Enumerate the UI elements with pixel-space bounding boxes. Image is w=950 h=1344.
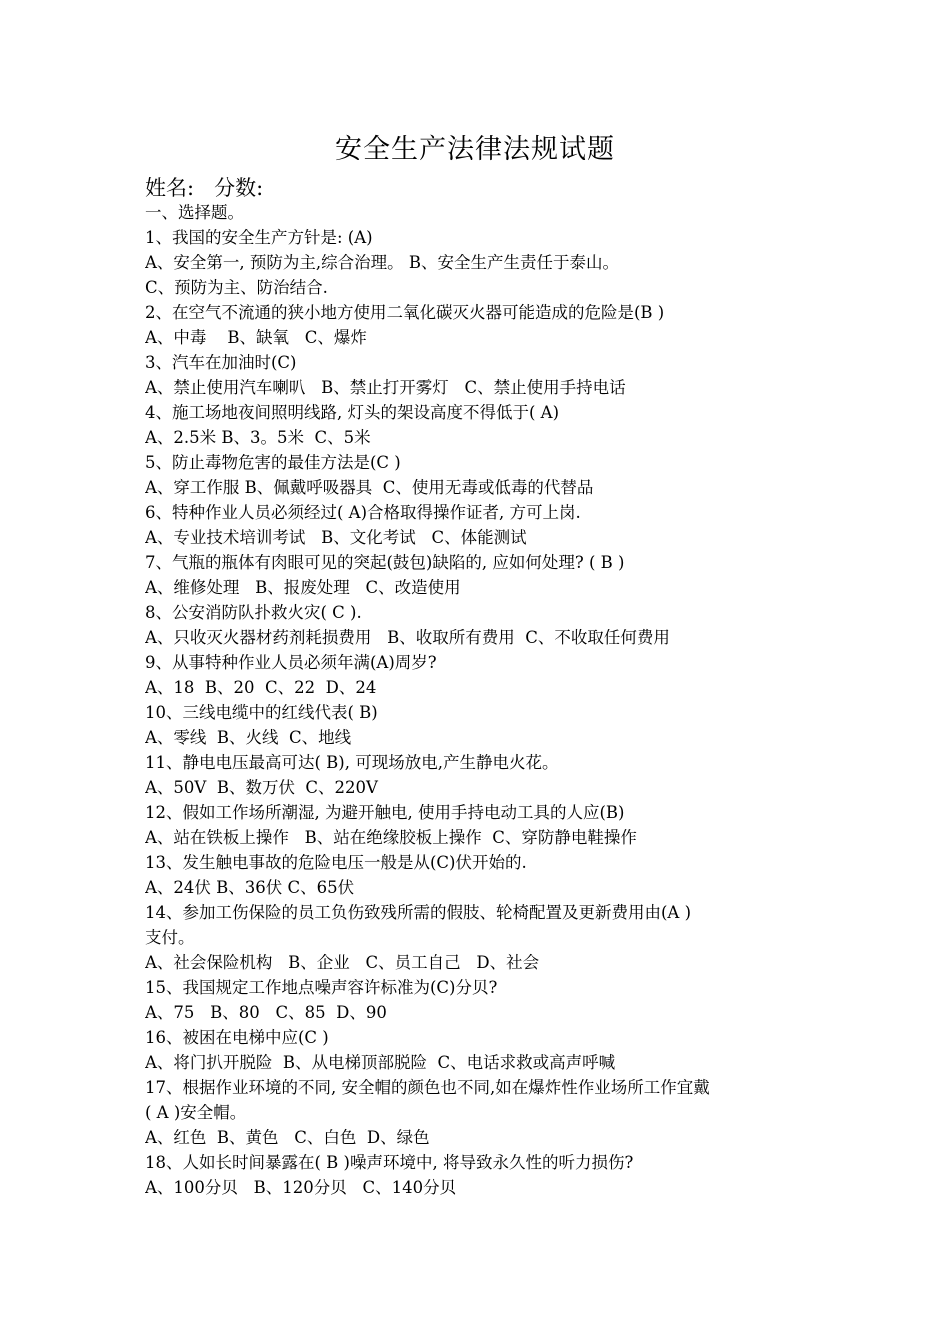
- name-score-line: 姓名: 分数:: [145, 176, 264, 200]
- text-line: 9、从事特种作业人员必须年满(A)周岁?: [145, 653, 437, 672]
- text-line: 5、防止毒物危害的最佳方法是(C ): [145, 453, 401, 472]
- text-line: A、50V B、数万伏 C、220V: [145, 778, 378, 797]
- text-line: 12、假如工作场所潮湿, 为避开触电, 使用手持电动工具的人应(B): [145, 803, 625, 822]
- document-title: 安全生产法律法规试题: [335, 134, 615, 165]
- text-line: 14、参加工伤保险的员工负伤致残所需的假肢、轮椅配置及更新费用由(A ): [145, 903, 692, 922]
- text-line: A、社会保险机构 B、企业 C、员工自己 D、社会: [145, 953, 540, 972]
- text-line: A、零线 B、火线 C、地线: [145, 728, 352, 747]
- text-line: A、将门扒开脱险 B、从电梯顶部脱险 C、电话求救或高声呼喊: [145, 1053, 616, 1072]
- question-list: [145, 200, 825, 1200]
- text-line: A、18 B、20 C、22 D、24: [145, 678, 377, 697]
- text-line: A、安全第一, 预防为主,综合治理。 B、安全生产生责任于泰山。: [145, 253, 620, 272]
- text-line: 11、静电电压最高可达( B), 可现场放电,产生静电火花。: [145, 753, 559, 772]
- text-line: A、75 B、80 C、85 D、90: [145, 1003, 387, 1022]
- text-line: 4、施工场地夜间照明线路, 灯头的架设高度不得低于( A): [145, 403, 560, 422]
- text-line: 13、发生触电事故的危险电压一般是从(C)伏开始的.: [145, 853, 527, 872]
- text-line: A、只收灭火器材药剂耗损费用 B、收取所有费用 C、不收取任何费用: [145, 628, 670, 647]
- text-line: A、穿工作服 B、佩戴呼吸器具 C、使用无毒或低毒的代替品: [145, 478, 594, 497]
- text-line: 1、我国的安全生产方针是: (A): [145, 228, 373, 247]
- text-line: 2、在空气不流通的狭小地方使用二氧化碳灭火器可能造成的危险是(B ): [145, 303, 665, 322]
- text-line: A、红色 B、黄色 C、白色 D、绿色: [145, 1128, 430, 1147]
- text-line: C、预防为主、防治结合.: [145, 278, 328, 297]
- text-line: A、专业技术培训考试 B、文化考试 C、体能测试: [145, 528, 527, 547]
- text-line: 8、公安消防队扑救火灾( C ).: [145, 603, 362, 622]
- text-line: A、维修处理 B、报废处理 C、改造使用: [145, 578, 461, 597]
- text-line: 支付。: [145, 928, 195, 947]
- text-line: 7、气瓶的瓶体有肉眼可见的突起(鼓包)缺陷的, 应如何处理? ( B ): [145, 553, 625, 572]
- text-line: 一、选择题。: [145, 203, 244, 222]
- text-line: 6、特种作业人员必须经过( A)合格取得操作证者, 方可上岗.: [145, 503, 581, 522]
- text-line: A、2.5米 B、3。5米 C、5米: [145, 428, 371, 447]
- text-line: 10、三线电缆中的红线代表( B): [145, 703, 378, 722]
- text-line: A、24伏 B、36伏 C、65伏: [145, 878, 355, 897]
- text-line: ( A )安全帽。: [145, 1103, 247, 1122]
- text-line: 3、汽车在加油时(C): [145, 353, 297, 372]
- text-line: A、中毒 B、缺氧 C、爆炸: [145, 328, 367, 347]
- text-line: A、站在铁板上操作 B、站在绝缘胶板上操作 C、穿防静电鞋操作: [145, 828, 637, 847]
- text-line: A、100分贝 B、120分贝 C、140分贝: [145, 1178, 457, 1197]
- text-line: 16、被困在电梯中应(C ): [145, 1028, 329, 1047]
- text-line: 17、根据作业环境的不同, 安全帽的颜色也不同,如在爆炸性作业场所工作宜戴: [145, 1078, 710, 1097]
- text-line: 15、我国规定工作地点噪声容许标准为(C)分贝?: [145, 978, 498, 997]
- text-line: A、禁止使用汽车喇叭 B、禁止打开雾灯 C、禁止使用手持电话: [145, 378, 626, 397]
- text-line: 18、人如长时间暴露在( B )噪声环境中, 将导致永久性的听力损伤?: [145, 1153, 634, 1172]
